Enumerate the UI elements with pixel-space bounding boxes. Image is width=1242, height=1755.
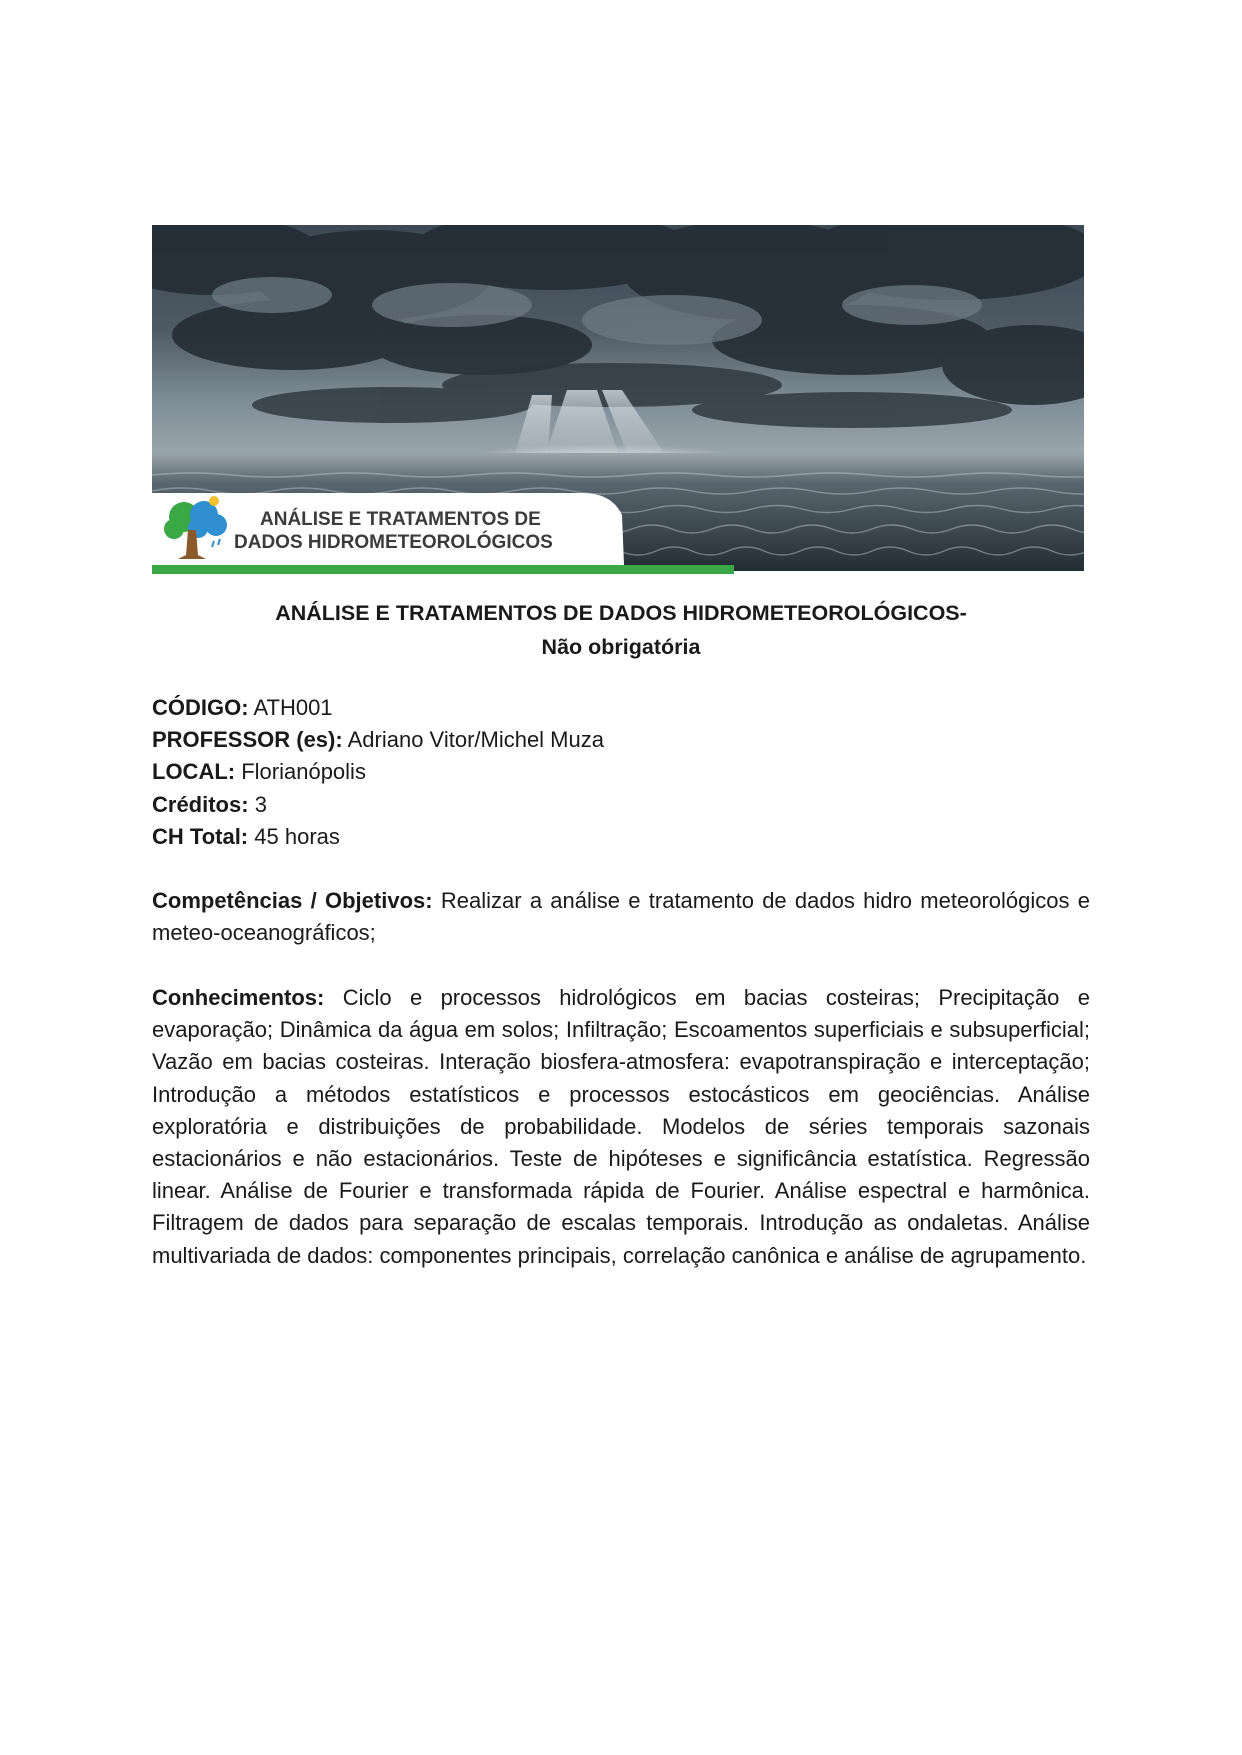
- professor-row: [152, 724, 1090, 756]
- banner-title-line2: DADOS HIDROMETEOROLÓGICOS: [234, 532, 553, 553]
- competencias-label: Competências / Objetivos:: [152, 888, 433, 913]
- conhecimentos-paragraph: [152, 982, 1090, 1272]
- professor-label: PROFESSOR (es):: [152, 727, 343, 753]
- codigo-value: ATH001: [253, 695, 333, 720]
- codigo-label: CÓDIGO:: [152, 695, 249, 720]
- title-line2: Não obrigatória: [541, 635, 701, 659]
- creditos-value: 3: [254, 791, 267, 817]
- codigo-row: [152, 692, 1090, 724]
- document-title: [152, 596, 1090, 664]
- professor-value: Adriano Vitor/Michel Muza: [347, 727, 604, 753]
- course-banner: [152, 225, 1084, 577]
- creditos-row: [152, 789, 1090, 821]
- creditos-label: Créditos:: [152, 791, 249, 817]
- competencias-text: Realizar a análise e tratamento de dados hidro meteorológicos e meteo-oceanográficos;: [152, 888, 1090, 946]
- ch-total-value: 45 horas: [254, 823, 340, 849]
- conhecimentos-label: Conhecimentos:: [152, 985, 325, 1010]
- local-label: LOCAL:: [152, 759, 236, 785]
- competencias-paragraph: [152, 885, 1090, 949]
- title-line1: ANÁLISE E TRATAMENTOS DE DADOS HIDROMETEOROLÓGICOS-: [275, 601, 967, 625]
- banner-title-line1: ANÁLISE E TRATAMENTOS DE: [260, 509, 541, 530]
- ch-total-label: CH Total:: [152, 823, 249, 849]
- local-row: [152, 756, 1090, 788]
- course-metadata: [152, 692, 1090, 853]
- conhecimentos-text: Ciclo e processos hidrológicos em bacias costeiras; Precipitação e evaporação; Dinâmica da água em solos; Infiltração; Escoamentos superficiais e subsuperficial; Vazão em bacias costeiras. Interação biosfera-atmosfera: evapotranspiração e interceptação; Introdução a métodos estatísticos e processos estocásticos em geociências. Análise exploratória e distribuições de probabilidade. Modelos de séries temporais sazonais estacionários e não estacionários. Teste de hipóteses e significância estatística. Regressão linear. Análise de Fourier e transformada rápida de Fourier. Análise espectral e harmônica. Filtragem de dados para separação de escalas temporais. Introdução as ondaletas. Análise multivariada de dados: componentes principais, correlação canônica e análise de agrupamento.: [152, 985, 1090, 1268]
- local-value: Florianópolis: [241, 759, 366, 785]
- ch-total-row: [152, 821, 1090, 853]
